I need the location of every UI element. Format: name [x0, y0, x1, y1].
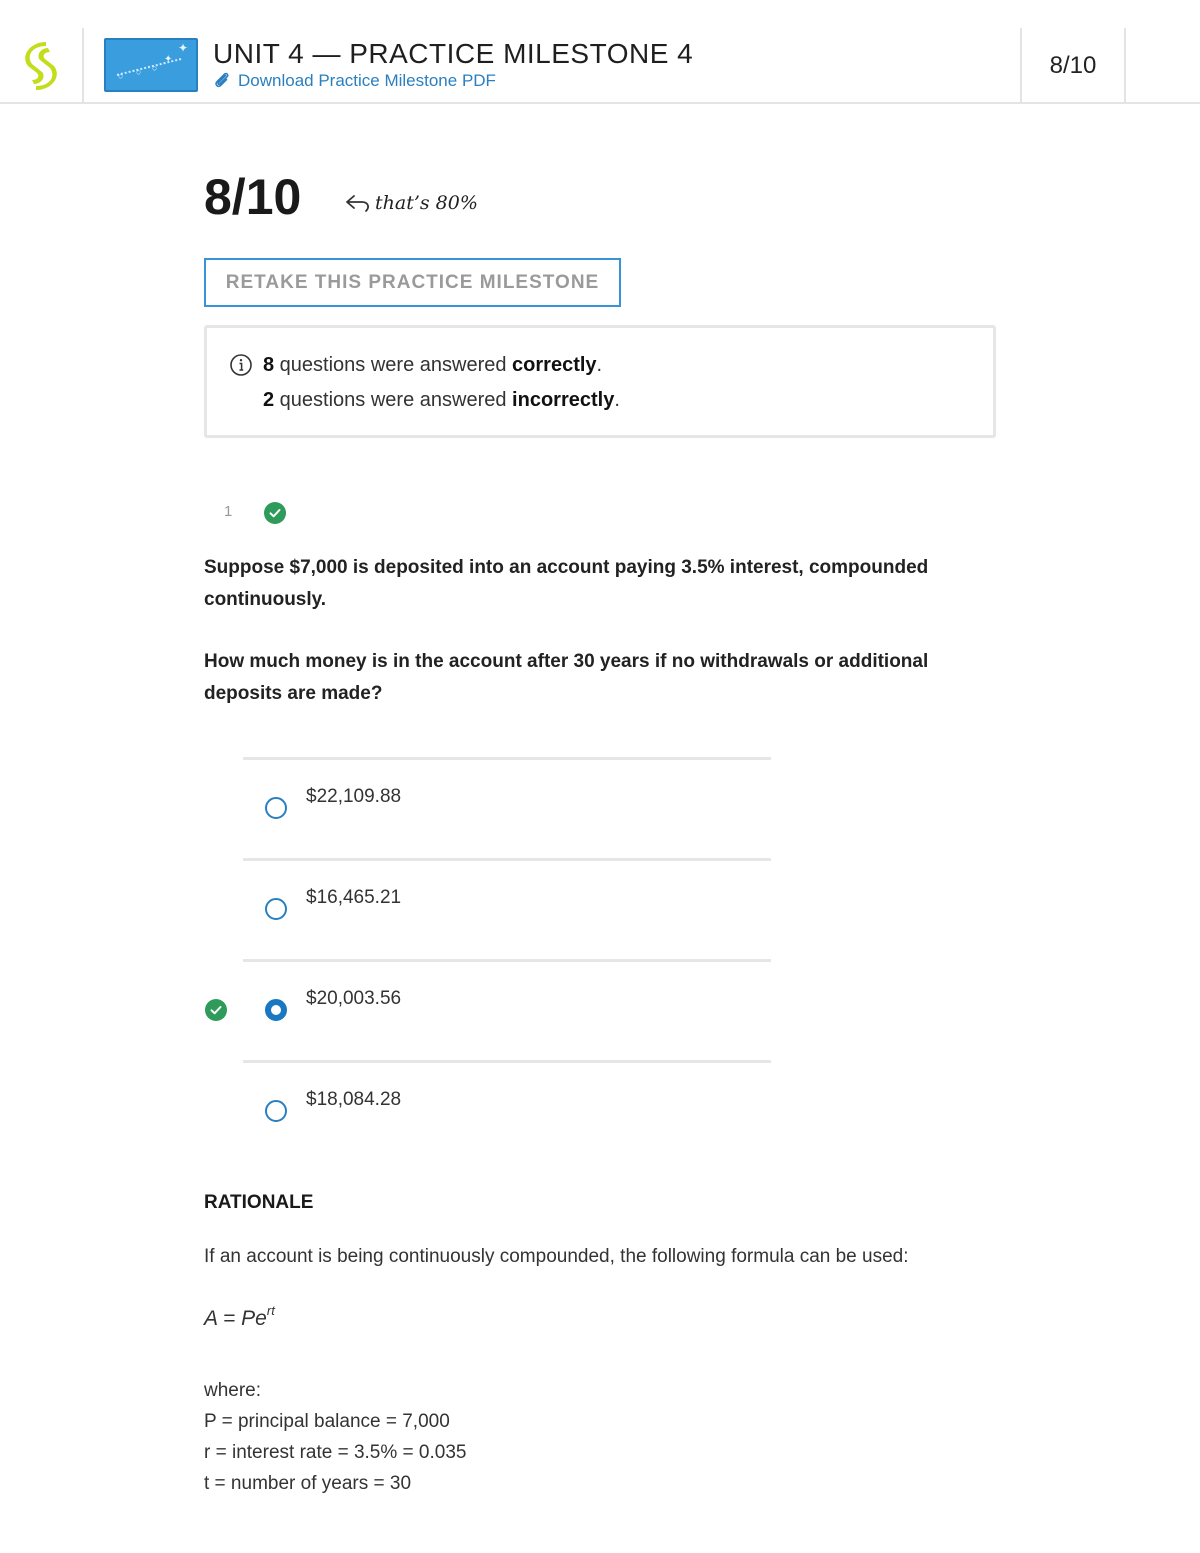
percent-note	[344, 192, 478, 214]
answer-option[interactable]	[243, 1060, 771, 1161]
page-title: UNIT 4 — PRACTICE MILESTONE 4	[213, 38, 694, 69]
answer-options	[243, 757, 771, 1161]
download-pdf-link[interactable]	[213, 71, 496, 91]
retake-milestone-button[interactable]: RETAKE THIS PRACTICE MILESTONE	[204, 258, 621, 307]
results-summary	[204, 325, 996, 438]
question-correct-icon	[263, 501, 287, 525]
answer-option[interactable]	[243, 757, 771, 858]
radio-button[interactable]	[265, 898, 287, 920]
percent-note-text: that’s 80%	[375, 192, 478, 214]
download-pdf-label: Download Practice Milestone PDF	[238, 71, 496, 90]
variable-line: P = principal balance = 7,000	[204, 1411, 450, 1432]
incorrect-summary-line: 2 questions were answered incorrectly.	[263, 389, 620, 411]
rationale-intro: If an account is being continuously compounded, the following formula can be used:	[204, 1246, 909, 1267]
answer-label: $18,084.28	[306, 1089, 402, 1110]
sophia-logo-icon[interactable]	[22, 42, 60, 90]
course-thumbnail: ✦ ✦ ○ ○ ○	[104, 38, 198, 92]
correct-summary-line: 8 questions were answered correctly.	[263, 354, 603, 376]
answer-label: $20,003.56	[306, 988, 402, 1009]
header-score: 8/10	[1049, 52, 1097, 79]
where-label: where:	[204, 1380, 262, 1401]
variable-line: r = interest rate = 3.5% = 0.035	[204, 1442, 467, 1463]
paperclip-icon	[213, 71, 231, 89]
rationale-variables	[204, 1375, 466, 1499]
radio-button[interactable]	[265, 1100, 287, 1122]
answer-option-selected[interactable]	[243, 959, 771, 1060]
logo-cell	[0, 28, 84, 102]
variable-line: t = number of years = 30	[204, 1473, 412, 1494]
answer-label: $22,109.88	[306, 786, 402, 807]
info-icon	[229, 353, 253, 377]
question-text-1: Suppose $7,000 is deposited into an account paying 3.5% interest, compounded continuously.	[204, 557, 929, 610]
answer-label: $16,465.21	[306, 887, 402, 908]
question-text-2: How much money is in the account after 30 years if no withdrawals or additional deposits are made?	[204, 651, 929, 704]
rationale-heading: RATIONALE	[204, 1192, 314, 1213]
header-score-cell	[1020, 28, 1126, 102]
radio-button-selected[interactable]	[265, 999, 287, 1021]
question-number: 1	[224, 503, 233, 520]
top-header	[0, 0, 1200, 104]
rationale-formula: $A = Pe^{rt}$	[204, 1303, 275, 1330]
answer-option[interactable]	[243, 858, 771, 959]
score-value: 8/10	[204, 169, 302, 225]
curved-arrow-icon	[344, 193, 372, 213]
radio-button[interactable]	[265, 797, 287, 819]
correct-answer-check-icon	[204, 998, 228, 1022]
